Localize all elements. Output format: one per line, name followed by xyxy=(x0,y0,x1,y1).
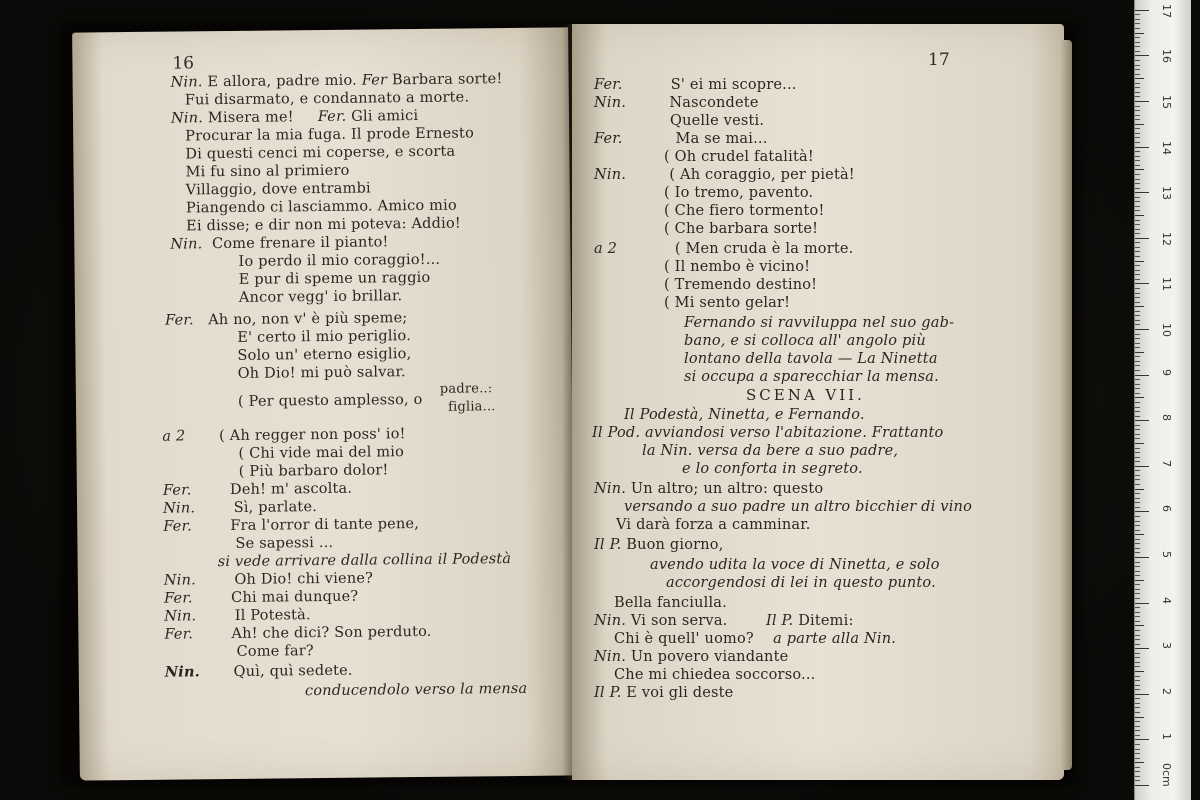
ruler-tick xyxy=(1135,28,1140,29)
verse-line: Fui disarmato, e condannato a morte. xyxy=(184,89,470,109)
verse-line: Fer. Deh! m' ascolta. xyxy=(162,480,353,499)
ruler-tick xyxy=(1135,762,1144,763)
page-edge xyxy=(1060,40,1072,770)
verse-line: Piangendo ci lasciammo. Amico mio xyxy=(185,197,457,217)
ruler-tick xyxy=(1135,639,1140,640)
ruler-tick xyxy=(1135,607,1140,608)
verse-line: ( Chi vide mai del mio xyxy=(238,444,405,462)
ruler-tick xyxy=(1135,685,1140,686)
ruler-tick xyxy=(1135,525,1140,526)
ruler-tick xyxy=(1135,616,1140,617)
ruler-tick xyxy=(1135,388,1140,389)
ruler-tick xyxy=(1135,160,1140,161)
ruler-tick xyxy=(1135,552,1140,553)
ruler-tick xyxy=(1135,461,1140,462)
ruler-tick xyxy=(1135,466,1149,467)
ruler-tick xyxy=(1135,771,1140,772)
ruler-tick xyxy=(1135,785,1149,786)
ruler-tick xyxy=(1135,46,1140,47)
ruler-label: 11 xyxy=(1160,277,1173,292)
ruler-tick xyxy=(1135,571,1140,572)
ruler-tick xyxy=(1135,689,1140,690)
ruler-tick xyxy=(1135,261,1144,262)
ruler-tick xyxy=(1135,375,1149,376)
ruler-tick xyxy=(1135,137,1140,138)
ruler-tick xyxy=(1135,92,1140,93)
ruler-tick xyxy=(1135,197,1140,198)
ruler-tick xyxy=(1135,201,1140,202)
verse-line: Nin. Un povero viandante xyxy=(594,649,789,665)
ruler-tick xyxy=(1135,625,1144,626)
ruler-tick xyxy=(1135,475,1140,476)
ruler-tick xyxy=(1135,393,1140,394)
ruler-tick xyxy=(1135,156,1140,157)
ruler-tick xyxy=(1135,251,1140,252)
verse-line: Come far? xyxy=(236,643,314,660)
ruler-tick xyxy=(1135,320,1140,321)
ruler-tick xyxy=(1135,707,1140,708)
verse-line: Bella fanciulla. xyxy=(614,595,727,611)
ruler-tick xyxy=(1135,539,1140,540)
ruler-tick xyxy=(1135,443,1144,444)
ruler-tick xyxy=(1135,548,1140,549)
ruler-tick xyxy=(1135,356,1140,357)
stage-direction: versando a suo padre un altro bicchier di vino xyxy=(624,499,973,515)
ruler-tick xyxy=(1135,183,1140,184)
ruler-tick xyxy=(1135,438,1140,439)
ruler-tick xyxy=(1135,256,1140,257)
ruler-tick xyxy=(1135,311,1140,312)
verse-line: Nin. Oh Dio! chi viene? xyxy=(163,570,374,589)
verse-line: Nin. ( Ah coraggio, per pietà! xyxy=(594,167,855,183)
verse-line: ( Che fiero tormento! xyxy=(664,203,825,219)
ruler-tick xyxy=(1135,233,1140,234)
ruler-tick xyxy=(1135,584,1140,585)
ruler-tick xyxy=(1135,448,1140,449)
ruler-label: 12 xyxy=(1160,231,1173,246)
ruler-tick xyxy=(1135,83,1140,84)
ruler-tick xyxy=(1135,179,1140,180)
ruler-tick xyxy=(1135,33,1144,34)
ruler-tick xyxy=(1135,324,1140,325)
ruler-tick xyxy=(1135,776,1140,777)
stage-direction: bano, e si colloca all' angolo più xyxy=(684,333,926,349)
ruler-tick xyxy=(1135,229,1140,230)
ruler-tick xyxy=(1135,169,1144,170)
ruler-tick xyxy=(1135,306,1144,307)
ruler-tick xyxy=(1135,352,1144,353)
ruler-tick xyxy=(1135,14,1140,15)
ruler-tick xyxy=(1135,397,1144,398)
ruler-tick xyxy=(1135,420,1149,421)
verse-line: ( Per questo amplesso, o xyxy=(237,391,423,410)
ruler-tick xyxy=(1135,662,1140,663)
ruler-tick xyxy=(1135,124,1144,125)
verse-line: Solo un' eterno esiglio, xyxy=(237,346,412,364)
ruler-tick xyxy=(1135,297,1140,298)
ruler-tick xyxy=(1135,498,1140,499)
ruler-tick xyxy=(1135,575,1140,576)
ruler-tick xyxy=(1135,703,1140,704)
ruler-tick xyxy=(1135,338,1140,339)
ruler-tick xyxy=(1135,142,1140,143)
verse-line: Il P. E voi gli deste xyxy=(594,685,734,701)
ruler-tick xyxy=(1135,657,1140,658)
ruler-label: 4 xyxy=(1160,596,1173,604)
ruler-tick xyxy=(1135,210,1140,211)
ruler-tick xyxy=(1135,411,1140,412)
ruler-tick xyxy=(1135,265,1140,266)
ruler-tick xyxy=(1135,598,1140,599)
ruler-tick xyxy=(1135,174,1140,175)
ruler-label: 14 xyxy=(1160,140,1173,155)
verse-line: Se sapessi ... xyxy=(235,534,334,552)
ruler-tick xyxy=(1135,530,1140,531)
ruler-tick xyxy=(1135,484,1140,485)
ruler-label: 3 xyxy=(1160,642,1173,650)
ruler-tick xyxy=(1135,479,1140,480)
stage-direction: Fernando si ravviluppa nel suo gab- xyxy=(684,315,955,331)
stage-direction: si occupa a sparecchiar la mensa. xyxy=(684,369,939,385)
ruler-tick xyxy=(1135,758,1140,759)
ruler-tick xyxy=(1135,87,1140,88)
verse-line: Fer. Ma se mai... xyxy=(594,131,768,147)
ruler-tick xyxy=(1135,329,1149,330)
ruler-tick xyxy=(1135,384,1140,385)
ruler-tick xyxy=(1135,192,1149,193)
ruler-label: 7 xyxy=(1160,459,1173,467)
ruler-label: 8 xyxy=(1160,414,1173,422)
left-page xyxy=(72,27,576,780)
ruler-tick xyxy=(1135,666,1140,667)
ruler-tick xyxy=(1135,612,1140,613)
ruler-label: 2 xyxy=(1160,687,1173,695)
ruler-label: 10 xyxy=(1160,323,1173,337)
verse-line: Villaggio, dove entrambi xyxy=(185,180,371,199)
ruler-tick xyxy=(1135,694,1149,695)
verse-line: Ei disse; e dir non mi poteva: Addio! xyxy=(186,215,461,235)
ruler-tick xyxy=(1135,206,1140,207)
ruler-tick xyxy=(1135,10,1149,11)
verse-line: Nin. Il Potestà. xyxy=(164,607,311,625)
ruler-tick xyxy=(1135,603,1149,604)
ruler-tick xyxy=(1135,101,1149,102)
verse-line: ( Io tremo, pavento. xyxy=(664,185,814,201)
ruler-tick xyxy=(1135,315,1140,316)
ruler-tick xyxy=(1135,698,1140,699)
ruler-tick xyxy=(1135,165,1140,166)
ruler-tick xyxy=(1135,726,1140,727)
ruler-tick xyxy=(1135,65,1140,66)
ruler-label: 9 xyxy=(1160,368,1173,376)
ruler-tick xyxy=(1135,60,1140,61)
ruler-tick xyxy=(1135,361,1140,362)
ruler-tick xyxy=(1135,283,1149,284)
ruler-tick xyxy=(1135,452,1140,453)
verse-line: Fer. Ah! che dici? Son perduto. xyxy=(164,623,432,643)
ruler-tick xyxy=(1135,534,1144,535)
ruler-tick xyxy=(1135,730,1140,731)
stage-direction: avendo udita la voce di Ninetta, e solo xyxy=(650,557,940,573)
ruler-tick xyxy=(1135,543,1140,544)
ruler-tick xyxy=(1135,78,1144,79)
ruler-tick xyxy=(1135,128,1140,129)
ruler-tick xyxy=(1135,74,1140,75)
verse-line: Mi fu sino al primiero xyxy=(185,162,350,181)
verse-line: Fer. Ah no, non v' è più speme; xyxy=(165,310,408,329)
stage-direction: conducendolo verso la mensa xyxy=(304,680,528,700)
ruler-tick xyxy=(1135,739,1149,740)
ruler-tick xyxy=(1135,293,1140,294)
ruler-tick xyxy=(1135,288,1140,289)
ruler-tick xyxy=(1135,42,1140,43)
ruler-tick xyxy=(1135,370,1140,371)
stage-direction: Il Podestà, Ninetta, e Fernando. xyxy=(624,407,865,423)
ruler-tick xyxy=(1135,188,1140,189)
ruler-tick xyxy=(1135,630,1140,631)
ruler-label: 15 xyxy=(1160,95,1173,109)
verse-line: ( Il nembo è vicino! xyxy=(664,259,811,275)
ruler-tick xyxy=(1135,721,1140,722)
verse-line: Nin. Sì, parlate. xyxy=(163,499,318,517)
ruler-tick xyxy=(1135,653,1140,654)
ruler-tick xyxy=(1135,457,1140,458)
ruler-tick xyxy=(1135,270,1140,271)
stage-direction: si vede arrivare dalla collina il Podestà xyxy=(217,551,512,571)
verse-line: Procurar la mia fuga. Il prode Ernesto xyxy=(185,125,475,145)
ruler-tick xyxy=(1135,37,1140,38)
ruler-tick xyxy=(1135,247,1140,248)
ruler-tick xyxy=(1135,220,1140,221)
scene-heading: SCENA VII. xyxy=(746,386,865,404)
page-number-left: 16 xyxy=(172,53,195,74)
verse-line: Nin. Nascondete xyxy=(594,95,759,111)
ruler-tick xyxy=(1135,507,1140,508)
ruler-tick xyxy=(1135,648,1149,649)
ruler-label: 17 xyxy=(1160,3,1173,18)
ruler-tick xyxy=(1135,402,1140,403)
ruler-tick xyxy=(1135,470,1140,471)
ruler-tick xyxy=(1135,521,1140,522)
ruler-tick xyxy=(1135,19,1140,20)
stage-direction: lontano della tavola — La Ninetta xyxy=(684,351,938,367)
verse-line: ( Oh crudel fatalità! xyxy=(664,149,814,165)
ruler-tick xyxy=(1135,557,1149,558)
ruler-tick xyxy=(1135,416,1140,417)
ruler-tick xyxy=(1135,343,1140,344)
verse-line: ( Mi sento gelar! xyxy=(664,295,791,311)
ruler-tick xyxy=(1135,562,1140,563)
verse-line: Che mi chiedea soccorso... xyxy=(614,667,816,683)
ruler-tick xyxy=(1135,242,1140,243)
stage-direction: accorgendosi di lei in questo punto. xyxy=(666,575,936,591)
verse-line: Nin. Come frenare il pianto! xyxy=(170,234,389,253)
ruler-tick xyxy=(1135,566,1140,567)
stage-direction: Il Pod. avviandosi verso l'abitazione. Frattanto xyxy=(592,425,944,441)
ruler-label: 1 xyxy=(1160,733,1173,741)
verse-line: a 2 ( Ah regger non poss' io! xyxy=(162,426,406,445)
ruler-tick xyxy=(1135,502,1140,503)
verse-line: Nin. Misera me! Fer. Gli amici xyxy=(170,107,419,127)
verse-line: figlia... xyxy=(447,399,496,415)
verse-line: E' certo il mio periglio. xyxy=(237,328,412,346)
ruler-tick xyxy=(1135,767,1140,768)
ruler-tick xyxy=(1135,680,1140,681)
verse-line: Nin. E allora, padre mio. Fer Barbara sorte! xyxy=(170,71,503,91)
ruler-tick xyxy=(1135,347,1140,348)
verse-line: Di questi cenci mi coperse, e scorta xyxy=(185,143,456,163)
ruler-tick xyxy=(1135,712,1140,713)
ruler-label: 5 xyxy=(1160,551,1173,558)
ruler-tick xyxy=(1135,593,1140,594)
verse-line: a 2 ( Men cruda è la morte. xyxy=(594,241,854,257)
ruler-tick xyxy=(1135,147,1149,148)
ruler-tick xyxy=(1135,96,1140,97)
ruler-tick xyxy=(1135,753,1140,754)
verse-line: Fer. Fra l'orror di tante pene, xyxy=(163,516,420,535)
ruler-tick xyxy=(1135,23,1140,24)
ruler-tick xyxy=(1135,717,1144,718)
stage-direction: e lo conforta in segreto. xyxy=(682,461,863,477)
ruler-tick xyxy=(1135,589,1140,590)
ruler-tick xyxy=(1135,69,1140,70)
ruler-tick xyxy=(1135,407,1140,408)
ruler-tick xyxy=(1135,302,1140,303)
verse-line: Fer. Chi mai dunque? xyxy=(163,588,359,607)
ruler-tick xyxy=(1135,425,1140,426)
ruler-tick xyxy=(1135,379,1140,380)
ruler-tick xyxy=(1135,735,1140,736)
ruler-tick xyxy=(1135,580,1144,581)
ruler-tick xyxy=(1135,676,1140,677)
verse-line: Nin. Vi son serva. Il P. Ditemi: xyxy=(594,613,854,629)
ruler-tick xyxy=(1135,119,1140,120)
ruler-tick xyxy=(1135,215,1144,216)
ruler-tick xyxy=(1135,489,1144,490)
verse-line: Quelle vesti. xyxy=(670,113,765,129)
ruler-tick xyxy=(1135,279,1140,280)
ruler-tick xyxy=(1135,780,1140,781)
ruler-tick xyxy=(1135,55,1149,56)
ruler-tick xyxy=(1135,621,1140,622)
ruler-tick xyxy=(1135,365,1140,366)
stage-direction: la Nin. versa da bere a suo padre, xyxy=(642,443,899,459)
ruler-tick xyxy=(1135,274,1140,275)
verse-line: ( Tremendo destino! xyxy=(664,277,818,293)
measurement-ruler xyxy=(1134,0,1191,800)
ruler-label: 0cm xyxy=(1160,763,1173,787)
verse-line: Ancor vegg' io brillar. xyxy=(238,288,403,306)
ruler-tick xyxy=(1135,224,1140,225)
ruler-tick xyxy=(1135,238,1149,239)
ruler-tick xyxy=(1135,110,1140,111)
ruler-tick xyxy=(1135,151,1140,152)
verse-line: padre..: xyxy=(439,381,493,397)
verse-line: ( Più barbaro dolor! xyxy=(238,462,389,480)
ruler-tick xyxy=(1135,434,1140,435)
verse-line: Oh Dio! mi può salvar. xyxy=(237,364,406,382)
verse-line: Nin. Quì, quì sedete. xyxy=(164,662,353,681)
ruler-tick xyxy=(1135,51,1140,52)
verse-line: Il P. Buon giorno, xyxy=(594,537,724,553)
verse-line: Nin. Un altro; un altro: questo xyxy=(594,481,824,497)
ruler-tick xyxy=(1135,635,1140,636)
ruler-label: 16 xyxy=(1160,49,1173,64)
right-page xyxy=(572,24,1064,780)
ruler-tick xyxy=(1135,429,1140,430)
ruler-tick xyxy=(1135,115,1140,116)
ruler-tick xyxy=(1135,106,1140,107)
ruler-tick xyxy=(1135,493,1140,494)
verse-line: E pur di speme un raggio xyxy=(238,269,431,288)
ruler-tick xyxy=(1135,749,1140,750)
verse-line: ( Che barbara sorte! xyxy=(664,221,819,237)
verse-line: Fer. S' ei mi scopre... xyxy=(594,77,797,93)
verse-line: Chi è quell' uomo? a parte alla Nin. xyxy=(614,631,897,647)
page-number-right: 17 xyxy=(928,50,950,70)
ruler-tick xyxy=(1135,511,1149,512)
ruler-tick xyxy=(1135,644,1140,645)
ruler-label: 13 xyxy=(1160,186,1173,201)
ruler-tick xyxy=(1135,516,1140,517)
ruler-tick xyxy=(1135,671,1144,672)
ruler-label: 6 xyxy=(1160,505,1173,513)
ruler-tick xyxy=(1135,334,1140,335)
ruler-tick xyxy=(1135,744,1140,745)
verse-line: Io perdo il mio coraggio!... xyxy=(238,251,441,270)
verse-line: Vi darà forza a camminar. xyxy=(616,517,811,533)
ruler-tick xyxy=(1135,133,1140,134)
